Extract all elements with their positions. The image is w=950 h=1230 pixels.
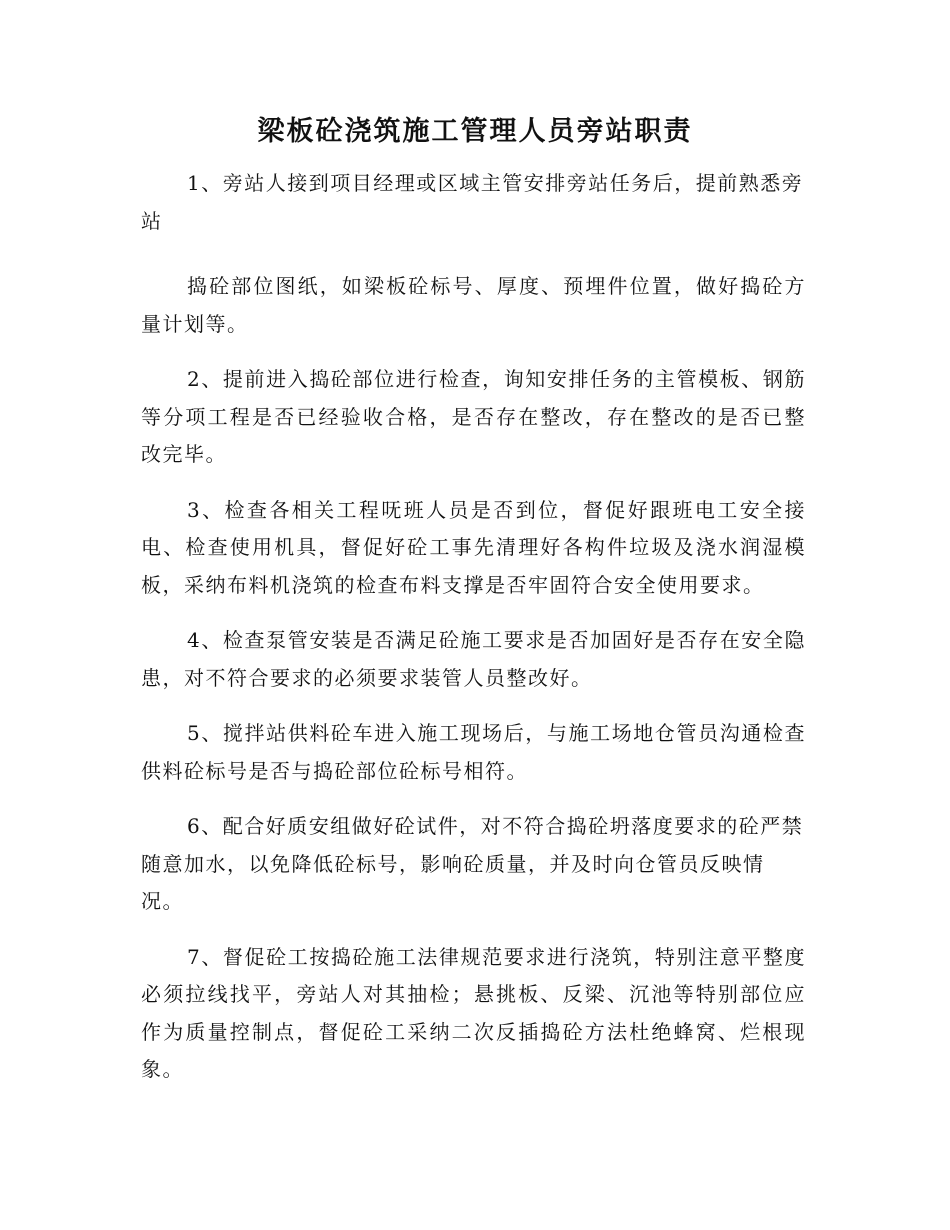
document-title: 梁板砼浇筑施工管理人员旁站职责: [257, 116, 693, 147]
paragraph-6: [141, 808, 806, 921]
paragraph-6-line-1: 6、配合好质安组做好砼试件，对不符合捣砼坍落度要求的砼严禁: [187, 814, 804, 838]
paragraph-5: 5、搅拌站供料砼车进入施工现场后，与施工场地仓管员沟通检查供料砼标号是否与捣砼部位砼标号相符。: [141, 721, 806, 783]
paragraph-3: 3、检查各相关工程呒班人员是否到位，督促好跟班电工安全接电、检查使用机具，督促好砼工事先清理好各构件垃圾及浇水润湿模板，采纳布料机浇筑的检查布料支撑是否牢固符合安全使用要求。: [141, 497, 806, 597]
paragraph-1-line-2: 站: [141, 208, 163, 233]
paragraph-6-line-2: 随意加水，以免降低砼标号，影响砼质量，并及时向仓管员反映情: [141, 851, 765, 876]
paragraph-6-line-3: 况。: [141, 889, 184, 913]
paragraph-1-line-1: 1、旁站人接到项目经理或区域主管安排旁站任务后，提前熟悉旁: [187, 171, 804, 195]
document-body: [141, 165, 806, 1107]
paragraph-7: 7、督促砼工按捣砼施工法律规范要求进行浇筑，特别注意平整度必须拉线找平，旁站人对其抽检；悬挑板、反梁、沉池等特别部位应作为质量控制点，督促砼工采纳二次反插捣砼方法杜绝蜂窝、烂根现象。: [141, 944, 806, 1081]
paragraph-1: [141, 165, 806, 240]
paragraph-2: 2、提前进入捣砼部位进行检查，询知安排任务的主管模板、钢筋等分项工程是否已经验收合格，是否存在整改，存在整改的是否已整改完毕。: [141, 367, 806, 466]
paragraph-1-continued: 捣砼部位图纸，如梁板砼标号、厚度、预埋件位置，做好捣砼方量计划等。: [141, 274, 806, 336]
paragraph-4: 4、检查泵管安装是否满足砼施工要求是否加固好是否存在安全隐患，对不符合要求的必须要求装管人员整改好。: [141, 628, 806, 690]
